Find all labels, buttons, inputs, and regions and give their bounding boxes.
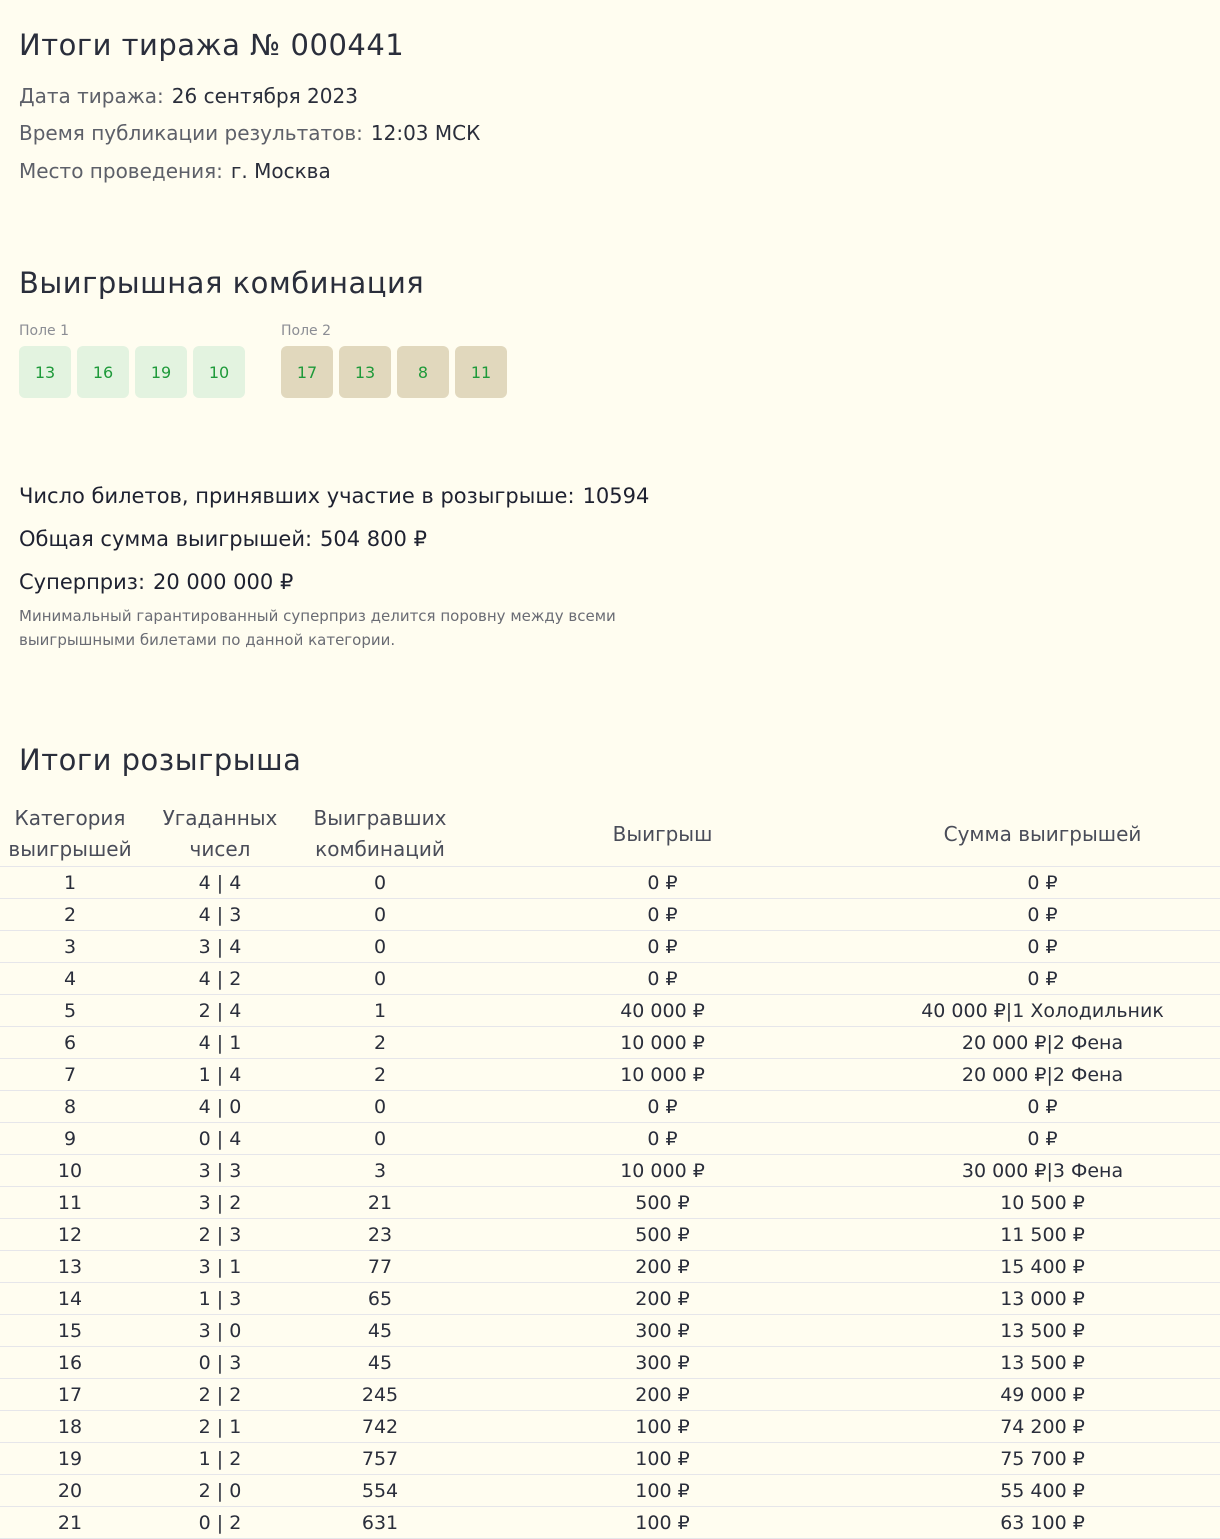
guessed-cell: 4 | 0 xyxy=(140,1091,300,1123)
category-cell: 4 xyxy=(0,963,140,995)
results-body xyxy=(0,867,1220,1539)
winning-combos-cell: 3 xyxy=(300,1155,460,1187)
category-cell: 13 xyxy=(0,1251,140,1283)
table-row xyxy=(0,1507,1220,1539)
field-2-number: 8 xyxy=(397,346,449,398)
prize-cell: 200 ₽ xyxy=(460,1379,865,1411)
winning-combos-cell: 2 xyxy=(300,1027,460,1059)
total-prize-cell: 74 200 ₽ xyxy=(865,1411,1220,1443)
field-2 xyxy=(281,322,507,398)
field-1 xyxy=(19,322,245,398)
total-prize-cell: 40 000 ₽|1 Холодильник xyxy=(865,995,1220,1027)
total-prize-cell: 55 400 ₽ xyxy=(865,1475,1220,1507)
superprize-row xyxy=(19,570,293,594)
winning-combos-cell: 742 xyxy=(300,1411,460,1443)
prize-cell: 100 ₽ xyxy=(460,1411,865,1443)
winning-combos-cell: 0 xyxy=(300,867,460,899)
category-cell: 17 xyxy=(0,1379,140,1411)
category-cell: 18 xyxy=(0,1411,140,1443)
guessed-cell: 3 | 1 xyxy=(140,1251,300,1283)
winning-combos-cell: 245 xyxy=(300,1379,460,1411)
field-2-numbers xyxy=(281,346,507,398)
prize-cell: 40 000 ₽ xyxy=(460,995,865,1027)
total-prize-cell: 13 500 ₽ xyxy=(865,1347,1220,1379)
results-title: Итоги розыгрыша xyxy=(19,743,302,777)
tickets-row xyxy=(19,484,649,508)
place-value: г. Москва xyxy=(230,159,331,183)
prize-cell: 100 ₽ xyxy=(460,1443,865,1475)
category-cell: 21 xyxy=(0,1507,140,1539)
category-cell: 20 xyxy=(0,1475,140,1507)
guessed-cell: 3 | 3 xyxy=(140,1155,300,1187)
guessed-cell: 0 | 4 xyxy=(140,1123,300,1155)
total-value: 504 800 ₽ xyxy=(320,527,427,551)
field-2-number: 13 xyxy=(339,346,391,398)
winning-combos-cell: 0 xyxy=(300,899,460,931)
tickets-value: 10594 xyxy=(582,484,650,508)
winning-combos-cell: 65 xyxy=(300,1283,460,1315)
winning-combos-cell: 631 xyxy=(300,1507,460,1539)
table-row xyxy=(0,1059,1220,1091)
prize-cell: 10 000 ₽ xyxy=(460,1059,865,1091)
table-row xyxy=(0,1027,1220,1059)
prize-cell: 100 ₽ xyxy=(460,1507,865,1539)
winning-combos-cell: 21 xyxy=(300,1187,460,1219)
category-cell: 2 xyxy=(0,899,140,931)
prize-cell: 0 ₽ xyxy=(460,867,865,899)
page-title: Итоги тиража № 000441 xyxy=(19,28,405,62)
table-row xyxy=(0,1091,1220,1123)
prize-cell: 0 ₽ xyxy=(460,899,865,931)
table-row xyxy=(0,1379,1220,1411)
draw-date-row xyxy=(19,84,358,108)
prize-cell: 0 ₽ xyxy=(460,1123,865,1155)
total-prize-cell: 13 000 ₽ xyxy=(865,1283,1220,1315)
winning-combos-cell: 0 xyxy=(300,1091,460,1123)
combination-title: Выигрышная комбинация xyxy=(19,266,425,300)
prize-cell: 100 ₽ xyxy=(460,1475,865,1507)
table-row xyxy=(0,1315,1220,1347)
winning-combos-cell: 0 xyxy=(300,1123,460,1155)
table-row xyxy=(0,1251,1220,1283)
guessed-cell: 3 | 0 xyxy=(140,1315,300,1347)
total-prize-cell: 75 700 ₽ xyxy=(865,1443,1220,1475)
winning-combos-cell: 77 xyxy=(300,1251,460,1283)
total-prize-cell: 0 ₽ xyxy=(865,1091,1220,1123)
category-cell: 12 xyxy=(0,1219,140,1251)
table-row xyxy=(0,1283,1220,1315)
field-2-number: 11 xyxy=(455,346,507,398)
field-1-number: 13 xyxy=(19,346,71,398)
category-cell: 19 xyxy=(0,1443,140,1475)
category-cell: 15 xyxy=(0,1315,140,1347)
table-row xyxy=(0,995,1220,1027)
total-prize-cell: 49 000 ₽ xyxy=(865,1379,1220,1411)
category-cell: 7 xyxy=(0,1059,140,1091)
table-row xyxy=(0,1443,1220,1475)
prize-cell: 200 ₽ xyxy=(460,1251,865,1283)
col-winning-combos: Выигравших комбинаций xyxy=(300,802,460,867)
superprize-value: 20 000 000 ₽ xyxy=(153,570,294,594)
field-2-number: 17 xyxy=(281,346,333,398)
col-prize: Выигрыш xyxy=(460,802,865,867)
draw-date-label: Дата тиража: xyxy=(19,84,164,108)
table-row xyxy=(0,1123,1220,1155)
guessed-cell: 2 | 4 xyxy=(140,995,300,1027)
place-row xyxy=(19,159,331,183)
category-cell: 10 xyxy=(0,1155,140,1187)
prize-cell: 10 000 ₽ xyxy=(460,1027,865,1059)
prize-cell: 500 ₽ xyxy=(460,1219,865,1251)
category-cell: 9 xyxy=(0,1123,140,1155)
guessed-cell: 0 | 2 xyxy=(140,1507,300,1539)
table-row xyxy=(0,899,1220,931)
guessed-cell: 3 | 4 xyxy=(140,931,300,963)
guessed-cell: 1 | 4 xyxy=(140,1059,300,1091)
winning-combos-cell: 1 xyxy=(300,995,460,1027)
total-label: Общая сумма выигрышей: xyxy=(19,527,313,551)
tickets-label: Число билетов, принявших участие в розыгрыше: xyxy=(19,484,575,508)
prize-cell: 10 000 ₽ xyxy=(460,1155,865,1187)
category-cell: 5 xyxy=(0,995,140,1027)
results-table xyxy=(0,802,1220,1539)
field-1-number: 19 xyxy=(135,346,187,398)
field-1-numbers xyxy=(19,346,245,398)
table-row xyxy=(0,1347,1220,1379)
guessed-cell: 2 | 3 xyxy=(140,1219,300,1251)
guessed-cell: 4 | 3 xyxy=(140,899,300,931)
table-row xyxy=(0,931,1220,963)
place-label: Место проведения: xyxy=(19,159,223,183)
superprize-label: Суперприз: xyxy=(19,570,146,594)
total-prize-cell: 20 000 ₽|2 Фена xyxy=(865,1027,1220,1059)
publish-time-row xyxy=(19,121,480,145)
prize-cell: 200 ₽ xyxy=(460,1283,865,1315)
prize-cell: 0 ₽ xyxy=(460,1091,865,1123)
total-prize-cell: 0 ₽ xyxy=(865,963,1220,995)
total-prize-cell: 20 000 ₽|2 Фена xyxy=(865,1059,1220,1091)
guessed-cell: 4 | 4 xyxy=(140,867,300,899)
publish-time-value: 12:03 МСК xyxy=(370,121,481,145)
table-row xyxy=(0,1411,1220,1443)
prize-cell: 500 ₽ xyxy=(460,1187,865,1219)
category-cell: 14 xyxy=(0,1283,140,1315)
category-cell: 3 xyxy=(0,931,140,963)
table-row xyxy=(0,1219,1220,1251)
publish-time-label: Время публикации результатов: xyxy=(19,121,363,145)
table-row xyxy=(0,963,1220,995)
table-row xyxy=(0,867,1220,899)
guessed-cell: 2 | 0 xyxy=(140,1475,300,1507)
col-total-prize: Сумма выигрышей xyxy=(865,802,1220,867)
guessed-cell: 2 | 1 xyxy=(140,1411,300,1443)
category-cell: 1 xyxy=(0,867,140,899)
winning-combos-cell: 45 xyxy=(300,1347,460,1379)
total-prize-cell: 30 000 ₽|3 Фена xyxy=(865,1155,1220,1187)
field-1-number: 16 xyxy=(77,346,129,398)
guessed-cell: 4 | 1 xyxy=(140,1027,300,1059)
guessed-cell: 4 | 2 xyxy=(140,963,300,995)
winning-combos-cell: 0 xyxy=(300,963,460,995)
prize-cell: 0 ₽ xyxy=(460,963,865,995)
guessed-cell: 0 | 3 xyxy=(140,1347,300,1379)
prize-cell: 0 ₽ xyxy=(460,931,865,963)
guessed-cell: 2 | 2 xyxy=(140,1379,300,1411)
total-prize-cell: 11 500 ₽ xyxy=(865,1219,1220,1251)
total-prize-cell: 15 400 ₽ xyxy=(865,1251,1220,1283)
total-prize-cell: 63 100 ₽ xyxy=(865,1507,1220,1539)
col-guessed: Угаданных чисел xyxy=(140,802,300,867)
category-cell: 6 xyxy=(0,1027,140,1059)
total-prize-cell: 13 500 ₽ xyxy=(865,1315,1220,1347)
field-1-label: Поле 1 xyxy=(19,323,70,339)
field-1-number: 10 xyxy=(193,346,245,398)
draw-date-value: 26 сентября 2023 xyxy=(171,84,358,108)
total-prize-cell: 0 ₽ xyxy=(865,931,1220,963)
total-prize-cell: 0 ₽ xyxy=(865,867,1220,899)
total-prize-cell: 0 ₽ xyxy=(865,1123,1220,1155)
winning-combos-cell: 757 xyxy=(300,1443,460,1475)
winning-combos-cell: 0 xyxy=(300,931,460,963)
category-cell: 8 xyxy=(0,1091,140,1123)
total-prize-cell: 10 500 ₽ xyxy=(865,1187,1220,1219)
winning-combos-cell: 2 xyxy=(300,1059,460,1091)
total-prize-cell: 0 ₽ xyxy=(865,899,1220,931)
winning-combos-cell: 23 xyxy=(300,1219,460,1251)
guessed-cell: 1 | 3 xyxy=(140,1283,300,1315)
prize-cell: 300 ₽ xyxy=(460,1315,865,1347)
superprize-note: Минимальный гарантированный суперприз делится поровну между всеми выигрышными билетами по данной категории. xyxy=(19,607,616,649)
category-cell: 16 xyxy=(0,1347,140,1379)
prize-cell: 300 ₽ xyxy=(460,1347,865,1379)
table-row xyxy=(0,1187,1220,1219)
guessed-cell: 3 | 2 xyxy=(140,1187,300,1219)
col-category: Категория выигрышей xyxy=(0,802,140,867)
winning-combos-cell: 45 xyxy=(300,1315,460,1347)
total-row xyxy=(19,527,427,551)
winning-combos-cell: 554 xyxy=(300,1475,460,1507)
category-cell: 11 xyxy=(0,1187,140,1219)
table-row xyxy=(0,1155,1220,1187)
guessed-cell: 1 | 2 xyxy=(140,1443,300,1475)
table-header-row xyxy=(0,802,1220,867)
table-row xyxy=(0,1475,1220,1507)
field-2-label: Поле 2 xyxy=(281,323,332,339)
